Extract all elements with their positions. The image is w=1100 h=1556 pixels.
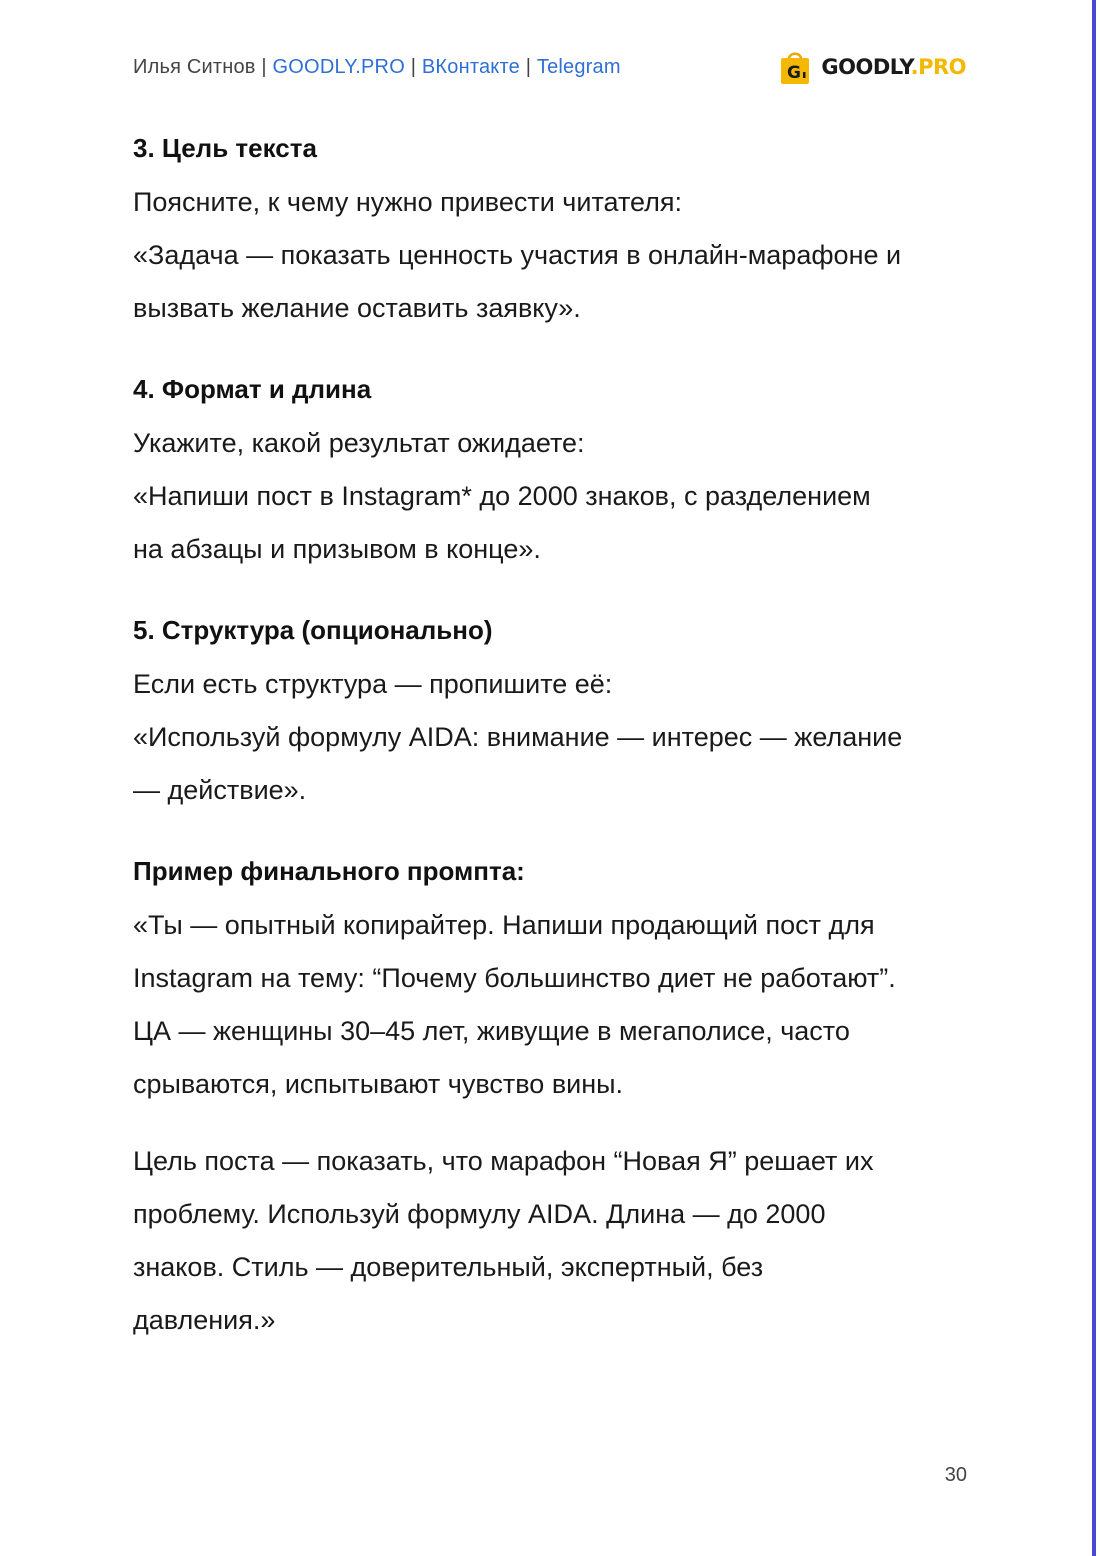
section-line: Поясните, к чему нужно привести читателя: bbox=[133, 187, 683, 217]
logo-text-main: GOODLY bbox=[821, 55, 911, 79]
logo-wordmark bbox=[821, 55, 966, 79]
section-heading-format: 4. Формат и длина bbox=[133, 374, 372, 404]
section-line: ЦА — женщины 30–45 лет, живущие в мегаполисе, часто bbox=[133, 1016, 850, 1046]
section-heading-goal: 3. Цель текста bbox=[133, 133, 317, 163]
closing-line: знаков. Стиль — доверительный, экспертный, без bbox=[133, 1252, 764, 1282]
header-separator: | bbox=[525, 56, 537, 78]
closing-line: Цель поста — показать, что марафон “Новая Я” решает их bbox=[133, 1146, 874, 1176]
logo-mark-letter: G bbox=[787, 63, 802, 83]
section-line: срываются, испытывают чувство вины. bbox=[133, 1069, 624, 1099]
closing-line: давления.» bbox=[133, 1305, 276, 1335]
header-separator: | bbox=[261, 56, 273, 78]
page-content bbox=[133, 120, 968, 1347]
page-right-border bbox=[1092, 0, 1096, 1556]
goodly-pro-logo bbox=[779, 48, 966, 86]
section-line: «Используй формулу AIDA: внимание — интерес — желание bbox=[133, 722, 903, 752]
section-heading-structure: 5. Структура (опционально) bbox=[133, 615, 493, 645]
section-line: Если есть структура — пропишите её: bbox=[133, 669, 613, 699]
section-line: Instagram на тему: “Почему большинство диет не работают”. bbox=[133, 963, 896, 993]
section-line: — действие». bbox=[133, 775, 307, 805]
link-telegram[interactable]: Telegram bbox=[536, 56, 621, 78]
section-line: вызвать желание оставить заявку». bbox=[133, 293, 581, 323]
closing-line: проблему. Используй формулу AIDA. Длина — до 2000 bbox=[133, 1199, 826, 1229]
header-separator: | bbox=[410, 56, 422, 78]
section-heading-example: Пример финального промпта: bbox=[133, 856, 525, 886]
header-links bbox=[133, 56, 621, 79]
author-name: Илья Ситнов bbox=[133, 56, 256, 78]
link-goodly-pro[interactable]: GOODLY.PRO bbox=[272, 56, 405, 78]
section-line: Укажите, какой результат ожидаете: bbox=[133, 428, 585, 458]
page-number: 30 bbox=[944, 1464, 967, 1486]
section-line: «Задача — показать ценность участия в онлайн-марафоне и bbox=[133, 240, 902, 270]
section-line: на абзацы и призывом в конце». bbox=[133, 534, 541, 564]
logo-text-accent: .PRO bbox=[910, 55, 966, 79]
section-line: «Напиши пост в Instagram* до 2000 знаков, с разделением bbox=[133, 481, 871, 511]
section-line: «Ты — опытный копирайтер. Напиши продающий пост для bbox=[133, 910, 875, 940]
shopping-bag-logo-icon bbox=[779, 49, 811, 85]
link-vkontakte[interactable]: ВКонтакте bbox=[421, 56, 520, 78]
page-header bbox=[133, 54, 968, 86]
